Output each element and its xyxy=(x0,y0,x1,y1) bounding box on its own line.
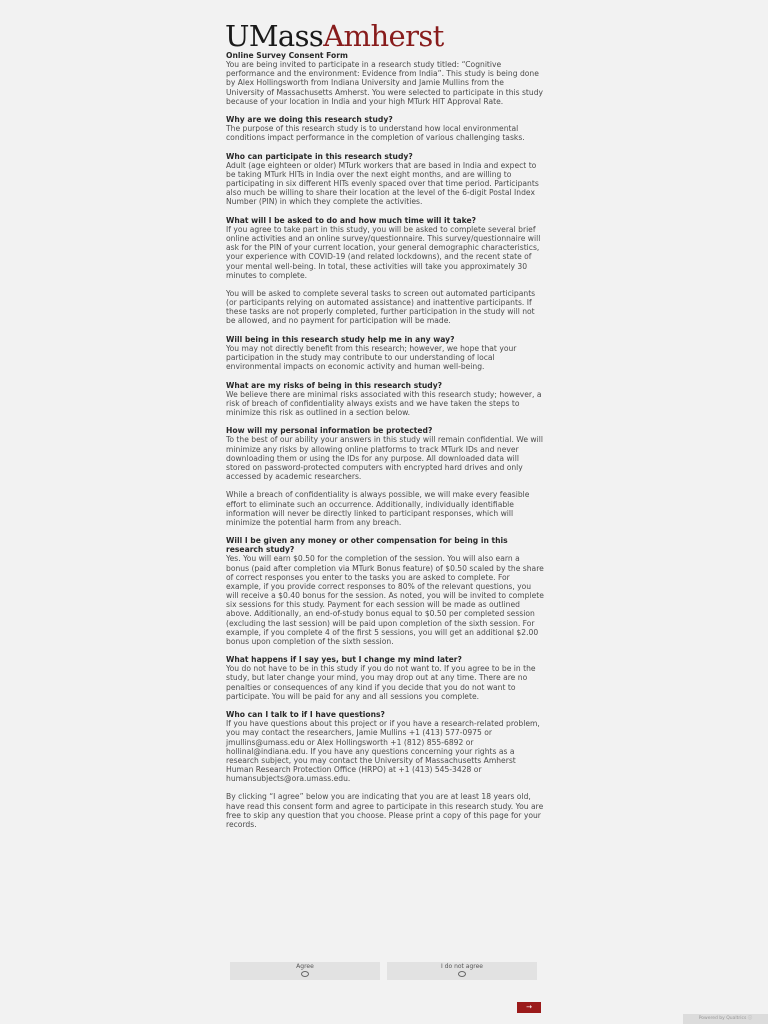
section-paragraph: You do not have to be in this study if you do not want to. If you agree to be in the study, but later change your mind, you may drop out at any time. There are no penalties or consequences of any kind if you decide that you do not want to participate. You will be paid for any and all sessions you complete. xyxy=(226,664,536,701)
section-paragraph: Adult (age eighteen or older) MTurk workers that are based in India and expect to be taking MTurk HITs in India over the next eight months, and are willing to participating in six different HITs evenly spaced over that time period. Participants also much be willing to share their location at the level of the 6-digit Postal Index Number (PIN) in which they complete the activities. xyxy=(226,160,539,207)
consent-choices xyxy=(230,962,540,980)
section-compensation xyxy=(226,536,544,646)
section-what-asked xyxy=(226,216,544,326)
logo-amherst: Amherst xyxy=(323,19,444,53)
section-heading: What happens if I say yes, but I change my mind later? xyxy=(226,655,462,665)
consent-form xyxy=(226,51,544,838)
section-paragraph: While a breach of confidentiality is always possible, we will make every feasible effort to eliminate such an occurrence. Additionally, individually identifiable information will never be directly linked to participant responses, which will minimize the potential harm from any breach. xyxy=(226,490,530,527)
section-paragraph: If you agree to take part in this study, you will be asked to complete several brief online activities and an online survey/questionnaire. This survey/questionnaire will ask for the PIN of your current location, your general demographic characteristics, your experience with COVID-19 (and related lockdowns), and the recent state of your mental well-being. In total, these activities will take you approximately 30 minutes to complete. xyxy=(226,224,541,280)
section-paragraph: We believe there are minimal risks associated with this research study; however, a risk of breach of confidentiality always exists and we have taken the steps to minimize this risk as outlined in a section below. xyxy=(226,389,542,417)
section-privacy xyxy=(226,426,544,527)
section-paragraph: To the best of our ability your answers in this study will remain confidential. We will minimize any risks by allowing online platforms to track MTurk IDs and never downloading them or using the IDs for any purpose. All downloaded data will stored on password-protected computers with encrypted hard drives and only accessed by academic researchers. xyxy=(226,435,543,482)
section-paragraph: You may not directly benefit from this research; however, we hope that your participation in the study may contribute to our understanding of local environmental impacts on economic activity and human well-being. xyxy=(226,343,517,372)
section-paragraph: Yes. You will earn $0.50 for the completion of the session. You will also earn a bonus (paid after completion via MTurk Bonus feature) of $0.50 scaled by the share of correct responses you enter to the tasks you are asked to complete. For example, if you provide correct responses to 80% of the relevant questions, you will receive a $0.40 bonus for the session. As noted, you will be invited to complete six sessions for this study. Payment for each session will be made as outlined above. Additionally, an end-of-study bonus equal to $0.50 per completed session (excluding the last session) will be paid upon completion of the sixth session. For example, if you complete 4 of the first 5 sessions, you will get an additional $2.00 bonus upon completion of the sixth session. xyxy=(226,554,544,646)
next-button[interactable]: → xyxy=(517,1002,541,1013)
section-contact xyxy=(226,710,544,829)
section-heading: Will I be given any money or other compensation for being in this research study? xyxy=(226,536,508,555)
disagree-option[interactable] xyxy=(387,962,537,980)
section-paragraph: By clicking “I agree” below you are indicating that you are at least 18 years old, have read this consent form and agree to participate in this research study. You are free to skip any question that you choose. Please print a copy of this page for your records. xyxy=(226,792,544,829)
section-benefits xyxy=(226,335,544,372)
agree-radio[interactable] xyxy=(301,971,309,977)
logo-umass: UMass xyxy=(225,19,324,53)
form-intro: You are being invited to participate in a research study titled: “Cognitive performance and the environment: Evidence from India”. This study is being done by Alex Hollingsworth from Indiana University and Jamie Mullins from the University of Massachusetts Amherst. You were selected to participate in this study because of your location in India and your high MTurk HIT Approval Rate. xyxy=(226,60,544,106)
section-heading: Who can participate in this research study? xyxy=(226,151,413,161)
section-heading: Why are we doing this research study? xyxy=(226,115,393,125)
umass-amherst-logo xyxy=(225,20,444,52)
section-heading: What are my risks of being in this research study? xyxy=(226,380,443,390)
section-paragraph: The purpose of this research study is to understand how local environmental conditions impact performance in the completion of various challenging tasks. xyxy=(226,124,525,143)
form-title: Online Survey Consent Form xyxy=(226,51,348,60)
section-heading: Who can I talk to if I have questions? xyxy=(226,710,385,720)
section-heading: How will my personal information be protected? xyxy=(226,426,433,436)
section-why xyxy=(226,115,544,142)
section-risks xyxy=(226,381,544,418)
section-heading: What will I be asked to do and how much time will it take? xyxy=(226,215,477,225)
section-withdraw xyxy=(226,655,544,701)
section-paragraph: If you have questions about this project or if you have a research-related problem, you may contact the researchers, Jamie Mullins +1 (413) 577-0975 or jmullins@umass.edu or Alex Hollingsworth +1 (812) 855-6892 or hollinal@indiana.edu. If you have any questions concerning your rights as a research subject, you may contact the University of Massachusetts Amherst Human Research Protection Office (HRPO) at +1 (413) 545-3428 or humansubjects@ora.umass.edu. xyxy=(226,719,540,784)
section-heading: Will being in this research study help me in any way? xyxy=(226,334,455,344)
disagree-label: I do not agree xyxy=(441,963,483,970)
section-who-can-participate xyxy=(226,152,544,207)
disagree-radio[interactable] xyxy=(458,971,466,977)
agree-option[interactable] xyxy=(230,962,380,980)
section-paragraph: You will be asked to complete several tasks to screen out automated participants (or participants relying on automated assistance) and inattentive participants. If these tasks are not properly completed, further participation in the study will not be allowed, and no payment for participation will be made. xyxy=(226,289,536,326)
powered-by-qualtrics[interactable]: Powered by Qualtrics ⓘ xyxy=(683,1014,768,1024)
agree-label: Agree xyxy=(296,963,314,970)
